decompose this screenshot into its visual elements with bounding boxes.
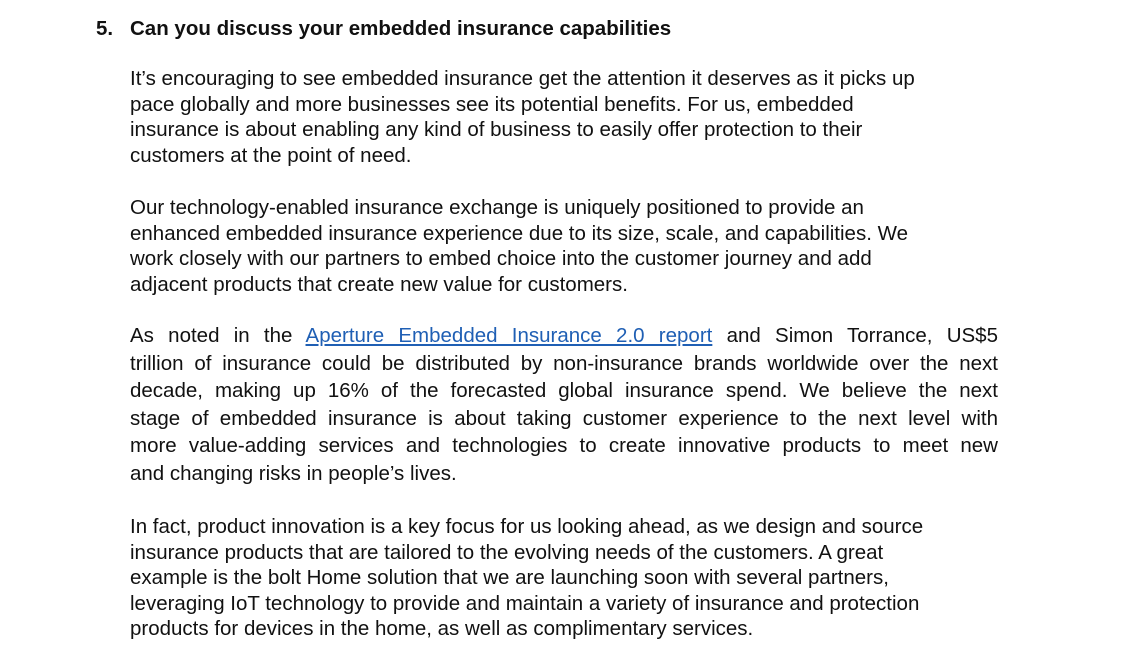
text-line: example is the bolt Home solution that we are launching soon with several partners, — [130, 566, 889, 589]
text-line: decade, making up 16% of the forecasted global insurance spend. We believe the next — [130, 379, 998, 403]
text-segment: As noted in the — [130, 324, 306, 347]
text-line: stage of embedded insurance is about taking customer experience to the next level with — [130, 406, 998, 430]
text-line: trillion of insurance could be distributed by non-insurance brands worldwide over the next — [130, 351, 998, 375]
text-line: Our technology-enabled insurance exchange is uniquely positioned to provide an — [130, 196, 864, 219]
text-line: enhanced embedded insurance experience due to its size, scale, and capabilities. We — [130, 221, 908, 245]
text-line: In fact, product innovation is a key focus for us looking ahead, as we design and source — [130, 515, 924, 538]
text-line: customers at the point of need. — [130, 143, 412, 167]
text-line: products for devices in the home, as well as complimentary services. — [130, 617, 754, 640]
paragraph-2 — [130, 195, 908, 297]
text-segment: and Simon Torrance, US$5 — [712, 324, 998, 347]
question-heading — [96, 16, 671, 42]
question-number: 5. — [96, 17, 114, 40]
question-title: Can you discuss your embedded insurance capabilities — [130, 17, 672, 40]
text-line: leveraging IoT technology to provide and maintain a variety of insurance and protection — [130, 591, 920, 615]
text-line: pace globally and more businesses see its potential benefits. For us, embedded — [130, 92, 854, 116]
text-line: It’s encouraging to see embedded insurance get the attention it deserves as it picks up — [130, 67, 915, 90]
paragraph-1 — [130, 66, 915, 168]
text-line: adjacent products that create new value for customers. — [130, 272, 628, 296]
text-line: insurance is about enabling any kind of business to easily offer protection to their — [130, 118, 863, 141]
text-line: more value-adding services and technologies to create innovative products to meet new — [130, 434, 998, 458]
aperture-report-link[interactable]: Aperture Embedded Insurance 2.0 report — [305, 324, 713, 347]
text-line: work closely with our partners to embed choice into the customer journey and add — [130, 247, 872, 270]
text-line: and changing risks in people’s lives. — [130, 461, 457, 485]
paragraph-4 — [130, 514, 923, 642]
text-line: insurance products that are tailored to the evolving needs of the customers. A great — [130, 540, 884, 564]
text-line — [130, 322, 998, 350]
paragraph-3 — [130, 322, 998, 488]
